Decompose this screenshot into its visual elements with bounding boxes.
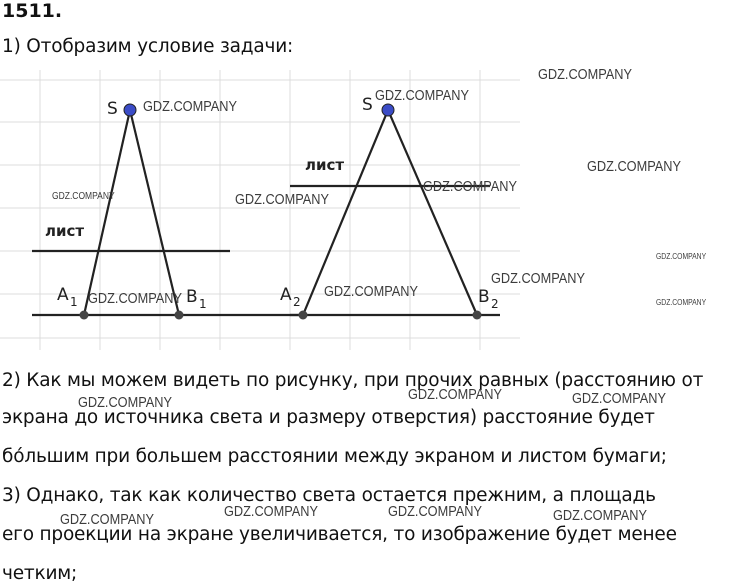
left-label-b: B: [186, 287, 198, 307]
paragraph-line-2: экрана до источника света и размеру отверстия) расстояние будет: [2, 407, 655, 428]
watermark: GDZ.COMPANY: [235, 191, 329, 208]
watermark: GDZ.COMPANY: [408, 386, 502, 403]
watermark: GDZ.COMPANY: [388, 503, 482, 520]
watermark: GDZ.COMPANY: [553, 507, 647, 524]
paragraph-line-6: четким;: [2, 563, 78, 584]
left-ray-b: [130, 110, 179, 315]
left-label-sheet: лист: [45, 222, 85, 240]
step-1-text: 1) Отобразим условие задачи:: [2, 36, 294, 57]
watermark: GDZ.COMPANY: [60, 511, 154, 528]
left-label-a: A: [57, 285, 69, 305]
watermark: GDZ.COMPANY: [88, 290, 182, 307]
left-point-s: [124, 104, 136, 116]
right-label-s: S: [362, 95, 373, 115]
left-point-b1: [175, 311, 184, 320]
watermark: GDZ.COMPANY: [324, 283, 418, 300]
right-label-b-sub: 2: [491, 297, 499, 311]
problem-number: 1511.: [2, 0, 63, 22]
grid: [0, 70, 520, 350]
paragraph-line-4: 3) Однако, так как количество света остается прежним, а площадь: [2, 485, 656, 506]
watermark: GDZ.COMPANY: [572, 390, 666, 407]
right-point-s: [382, 104, 394, 116]
paragraph-line-5: его проекции на экране увеличивается, то изображение будет менее: [2, 524, 677, 545]
left-label-s: S: [107, 99, 118, 119]
watermark: GDZ.COMPANY: [656, 252, 707, 261]
watermark: GDZ.COMPANY: [143, 98, 237, 115]
watermark: GDZ.COMPANY: [423, 178, 517, 195]
watermark: GDZ.COMPANY: [491, 270, 585, 287]
right-label-a: A: [280, 285, 292, 305]
right-point-a2: [299, 311, 308, 320]
right-label-a-sub: 2: [293, 295, 301, 309]
paragraph-line-1: 2) Как мы можем видеть по рисунку, при прочих равных (расстоянию от: [2, 370, 704, 391]
right-point-b2: [473, 311, 482, 320]
left-point-a1: [80, 311, 89, 320]
watermark: GDZ.COMPANY: [587, 158, 681, 175]
left-label-a-sub: 1: [70, 295, 78, 309]
right-label-b: B: [478, 287, 490, 307]
left-ray-a: [84, 110, 130, 315]
watermark: GDZ.COMPANY: [375, 87, 469, 104]
left-label-b-sub: 1: [199, 297, 207, 311]
geometry-figure: [0, 70, 520, 360]
watermark: GDZ.COMPANY: [656, 298, 707, 307]
watermark: GDZ.COMPANY: [538, 66, 632, 83]
watermark: GDZ.COMPANY: [78, 394, 172, 411]
paragraph-line-3: бо́льшим при большем расстоянии между экраном и листом бумаги;: [2, 446, 667, 467]
watermark: GDZ.COMPANY: [52, 191, 115, 202]
right-label-sheet: лист: [305, 156, 345, 174]
watermark: GDZ.COMPANY: [224, 503, 318, 520]
